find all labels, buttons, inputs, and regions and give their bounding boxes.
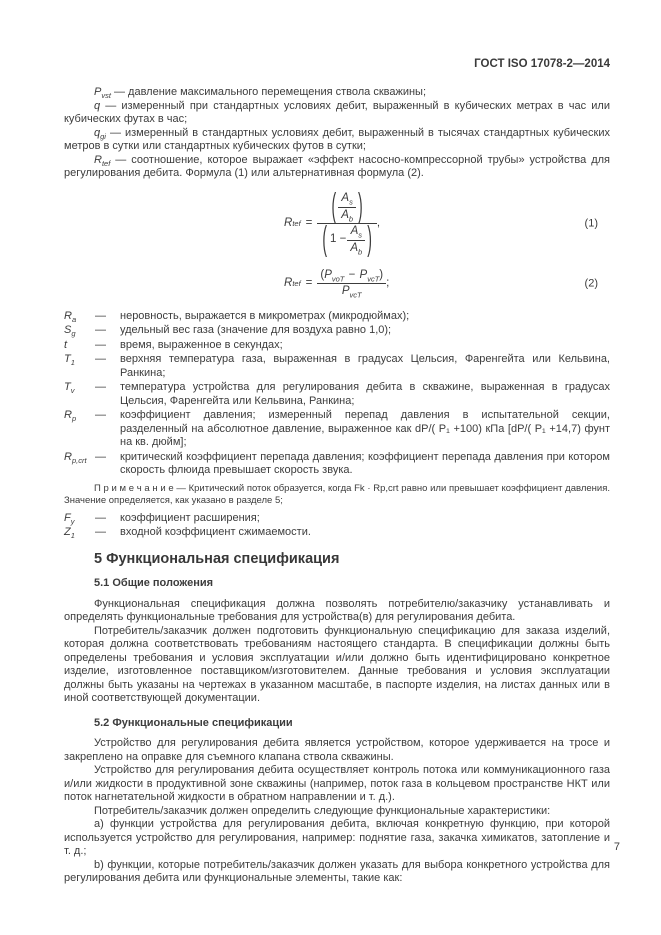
inner-fraction-as-ab: $\frac{A_s}{A_b}$ <box>347 225 365 255</box>
symbol-pvst: P <box>94 86 102 98</box>
fraction-pressure-ratio: $\frac{(P_{voT} - P_{vcT})}{P_{vcT}}$ <box>317 269 386 299</box>
section-5-1-heading: 5.1 Общие положения <box>94 577 214 589</box>
equation-1-number: (1) <box>584 216 598 229</box>
close-paren: ) <box>367 218 372 258</box>
symbol-definition-text: — измеренный в стандартных условиях дебит, выраженный в тысячах стандартных кубических метров в сутки или стандартных кубических футов в сутки; <box>64 126 610 152</box>
list-item-b: b) функции, которые потребитель/заказчик должен указать для выбора конкретного устройства для регулирования дебита или функциональные элементы, такие как: <box>64 858 610 884</box>
symbol-row-tv: $T_v$ — температура устройства для регулирования дебита в скважине, выраженная в градусах Цельсия, Фаренгейта или Кельвина, Ранкина; <box>64 381 610 407</box>
document-header-title: ГОСТ ISO 17078-2—2014 <box>474 58 610 70</box>
symbol-row-fy: $F_y$ — коэффициент расширения; <box>64 511 260 526</box>
close-paren: ) <box>358 185 363 225</box>
symbol-row-ra: $R_a$ — неровность, выражается в микрометрах (микродюймах); <box>64 309 410 324</box>
symbol-definition-q <box>64 100 610 127</box>
section-5-heading: 5 Функциональная спецификация <box>94 550 340 567</box>
list-item-a: а) функции устройства для регулирования дебита, включая конкретную функцию, при которой используется устройство для регулирования, например: поднятие газа, закачка химикатов, затопление и т. д.; <box>64 818 610 857</box>
paragraph-5-2-c: Потребитель/заказчик должен определить следующие функциональные характеристики: <box>94 804 551 817</box>
paragraph-5-2-b: Устройство для регулирования дебита осуществляет контроль потока или коммуникационного газа и/или жидкости в продуктивной зоне скважины (например, поток газа в кольцевом пространстве НКТ или поток нагнетательной жидкости в обратном направлении и т. д.). <box>64 764 610 803</box>
equation-1-body: R tef = ( $\frac{A_s}{A_b}$ ) ( 1 − $\frac{A_s}{A_b}$ ) , <box>284 185 381 258</box>
symbol-table <box>64 310 610 478</box>
symbol-definition-qgi: $q_{gi}$ — измеренный в стандартных условиях дебит, выраженный в тысячах стандартных кубических метров в сутки или стандартных кубических футов в сутки; <box>64 126 610 152</box>
paragraph-5-1-b: Потребитель/заказчик должен подготовить функциональную спецификацию для заказа изделий, которая должна соответствовать требованиям настоящего стандарта. В спецификации должны быть определены требования и условия эксплуатации и/или должно быть идентифицировано конкретное изделие, изготовленное поставщиком/изготовителем. Данные требования и условия эксплуатации должны быть указаны на чертежах в указанном масштабе, в паспорте изделия, на листах данных или в иной соответствующей документации. <box>64 624 610 704</box>
symbol-definition-text: — соотношение, которое выражает «эффект насосно-компрессорной трубы» устройства для регулирования дебита. Формула (1) или альтернативная формула (2). <box>64 153 610 179</box>
equation-1 <box>64 186 610 262</box>
inner-fraction-as-ab: $\frac{A_s}{A_b}$ <box>338 192 356 222</box>
equation-2 <box>64 264 610 304</box>
outer-fraction: ( $\frac{A_s}{A_b}$ ) ( 1 − $\frac{A_s}{A_b}$ ) <box>317 192 377 255</box>
symbol-q: q <box>94 99 101 112</box>
paragraph-5-2-a: Устройство для регулирования дебита является устройством, которое удерживается на тросе и закреплено на оправке для съемного клапана ствола скважины. <box>64 737 610 763</box>
symbol-row-rp: $R_p$ — коэффициент давления; измеренный перепад давления в испытательной секции, разделенный на абсолютное давление, выраженное как dP/( P₁ +100) кПа [dP/( P₁ +14,7) фунт на кв. дюйм]; <box>64 409 610 448</box>
paragraph-5-1-a: Функциональная спецификация должна позволять потребителю/заказчику устанавливать и определять функциональные требования для устройства(в) для регулирования дебита. <box>64 597 610 623</box>
symbol-definition-text: — измеренный при стандартных условиях дебит, выраженный в кубических метрах в час или кубических футах в час; <box>64 99 610 125</box>
symbol-definition-text: — давление максимального перемещения ствола скважины; <box>114 86 427 98</box>
section-5-2-heading: 5.2 Функциональные спецификации <box>94 716 293 729</box>
equation-2-body: R tef = $\frac{(P_{voT} - P_{vcT})}{P_{vcT}}$ ; <box>284 268 390 300</box>
page-number: 7 <box>613 841 620 853</box>
page-content <box>64 86 610 886</box>
symbol-definition-rtef: $R_{tef}$ — соотношение, которое выражает «эффект насосно-компрессорной трубы» устройства для регулирования дебита. Формула (1) или альтернативная формула (2). <box>64 153 610 179</box>
symbol-rtef: R <box>94 153 102 166</box>
equation-2-number: (2) <box>584 276 598 289</box>
symbol-row-rpcrt: $R_{p,crt}$ — критический коэффициент перепада давления; коэффициент перепада давления при котором скорость флюида превышает скорость звука. <box>64 450 610 476</box>
symbol-row-t: t — время, выраженное в секундах; <box>64 338 283 351</box>
open-paren: ( <box>331 185 337 225</box>
symbol-row-z1: $Z_1$ — входной коэффициент сжимаемости. <box>64 526 311 541</box>
symbol-qgi: q <box>94 126 101 139</box>
symbol-row-t1: $T_1$ — верхняя температура газа, выраженная в градусах Цельсия, Фаренгейта или Кельвина, Ранкина; <box>64 353 610 379</box>
note-paragraph: П р и м е ч а н и е — Критический поток образуется, когда Fk · Rp,crt равно или превышает коэффициент давления. Значение определяется, как указано в разделе 5; <box>64 482 610 506</box>
symbol-row-sg: $S_g$ — удельный вес газа (значение для воздуха равно 1,0); <box>64 324 392 339</box>
open-paren: ( <box>322 218 328 258</box>
symbol-definition-pvst: $P_{vst}$ — давление максимального перемещения ствола скважины; <box>94 86 427 101</box>
symbol-table-2 <box>64 512 610 540</box>
